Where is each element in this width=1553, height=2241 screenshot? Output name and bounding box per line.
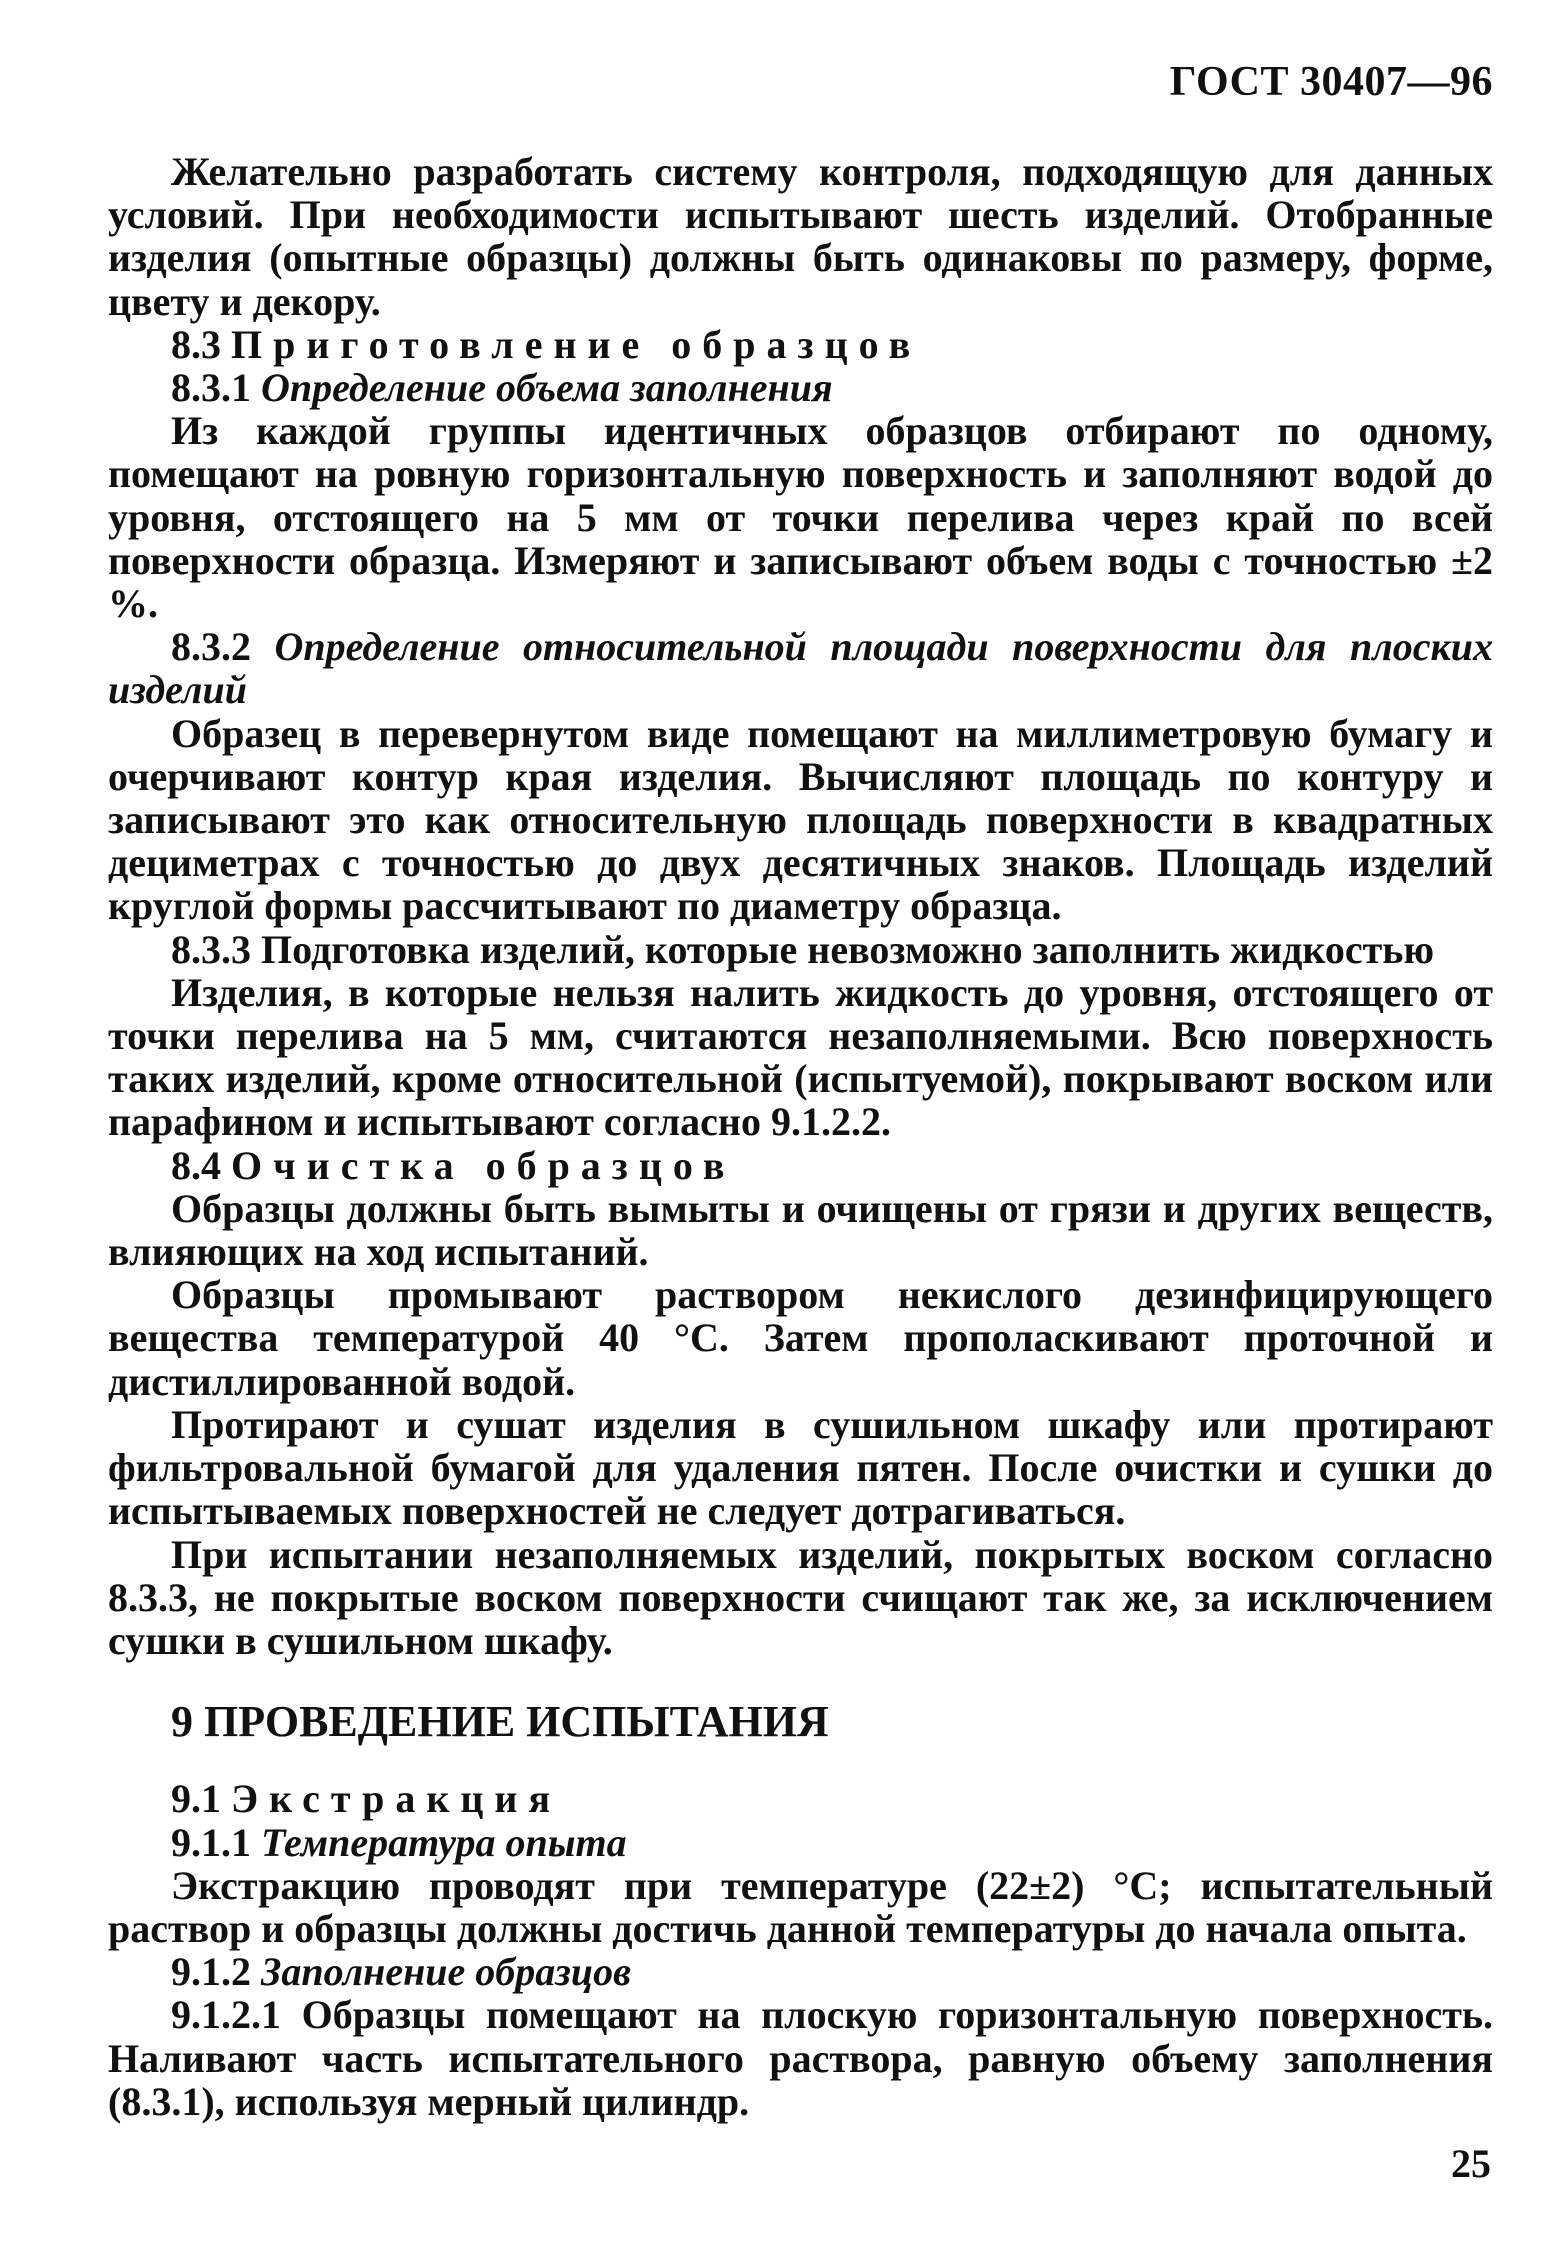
subsection-heading-8-3-2 — [108, 625, 1493, 711]
subsection-number: 8.3.1 — [171, 365, 251, 411]
paragraph: Образцы должны быть вымыты и очищены от грязи и других веществ, влияющих на ход испытаний. — [108, 1185, 1493, 1275]
paragraph: Образцы промывают раствором некислого дезинфицирующего вещества температурой 40 °С. Затем прополаскивают проточной и дистиллированной водой. — [108, 1272, 1493, 1404]
paragraph: При испытании незаполняемых изделий, покрытых воском согласно 8.3.3, не покрытые воском поверхности счищают так же, за исключением сушки в сушильном шкафу. — [108, 1531, 1493, 1663]
chapter-heading-9: 9 ПРОВЕДЕНИЕ ИСПЫТАНИЯ — [171, 1697, 829, 1747]
paragraph: Образец в перевернутом виде помещают на миллиметровую бумагу и очерчивают контур края изделия. Вычисляют площадь по контуру и записывают это как относительную площадь поверхности в квадратных дециметрах с точностью до двух десятичных знаков. Площадь изделий круглой формы рассчитывают по диаметру образца. — [108, 710, 1493, 929]
subsection-title: Определение объема заполнения — [261, 365, 833, 411]
section-title: Приготовление образцов — [231, 321, 922, 367]
subsection-number: 9.1.2 — [171, 1949, 251, 1995]
subsection-title: Заполнение образцов — [261, 1949, 631, 1995]
paragraph: Изделия, в которые нельзя налить жидкость до уровня, отстоящего от точки перелива на 5 мм, считаются незаполняемыми. Всю поверхность таких изделий, кроме относительной (испытуемой), покрывают воском или парафином и испытывают согласно 9.1.2.2. — [108, 969, 1493, 1145]
page-number: 25 — [1451, 2141, 1491, 2186]
section-heading-9-1 — [108, 1777, 1493, 1820]
document-header: ГОСТ 30407—96 — [1169, 59, 1493, 105]
paragraph: 9.1.2.1 Образцы помещают на плоскую горизонтальную поверхность. Наливают часть испытательного раствора, равную объему заполнения (8.3.1), используя мерный цилиндр. — [108, 1992, 1493, 2124]
section-number: 8.4 — [171, 1142, 221, 1188]
page-content — [108, 150, 1493, 2123]
section-heading-8-4 — [108, 1144, 1493, 1187]
subsection-title: Определение относительной площади поверхности для плоских изделий — [108, 624, 1494, 713]
subsection-heading-8-3-3: 8.3.3 Подготовка изделий, которые невозможно заполнить жидкостью — [171, 926, 1435, 972]
subsection-number: 9.1.1 — [171, 1819, 251, 1865]
subsection-heading-9-1-2 — [108, 1950, 1493, 1993]
section-number: 9.1 — [171, 1776, 221, 1822]
section-heading-8-3 — [108, 323, 1493, 366]
subsection-number: 8.3.2 — [171, 624, 251, 670]
subsection-heading-9-1-1 — [108, 1821, 1493, 1864]
section-number: 8.3 — [171, 321, 221, 367]
paragraph: Экстракцию проводят при температуре (22±2) °С; испытательный раствор и образцы должны достичь данной температуры до начала опыта. — [108, 1862, 1493, 1951]
subsection-heading-8-3-1 — [108, 366, 1493, 409]
paragraph: Протирают и сушат изделия в сушильном шкафу или протирают фильтровальной бумагой для удаления пятен. После очистки и сушки до испытываемых поверхностей не следует дотрагиваться. — [108, 1401, 1493, 1534]
section-title: Экстракция — [231, 1776, 562, 1822]
section-title: Очистка образцов — [231, 1142, 736, 1188]
paragraph: Из каждой группы идентичных образцов отбирают по одному, помещают на ровную горизонтальную поверхность и заполняют водой до уровня, отстоящего на 5 мм от точки перелива через край по всей поверхности образца. Измеряют и записывают объем воды с точностью ±2 %. — [108, 408, 1493, 627]
subsection-title: Температура опыта — [261, 1819, 627, 1865]
paragraph: Желательно разработать систему контроля, подходящую для данных условий. При необходимости испытывают шесть изделий. Отобранные изделия (опытные образцы) должны быть одинаковы по размеру, форме, цвету и декору. — [108, 149, 1493, 324]
